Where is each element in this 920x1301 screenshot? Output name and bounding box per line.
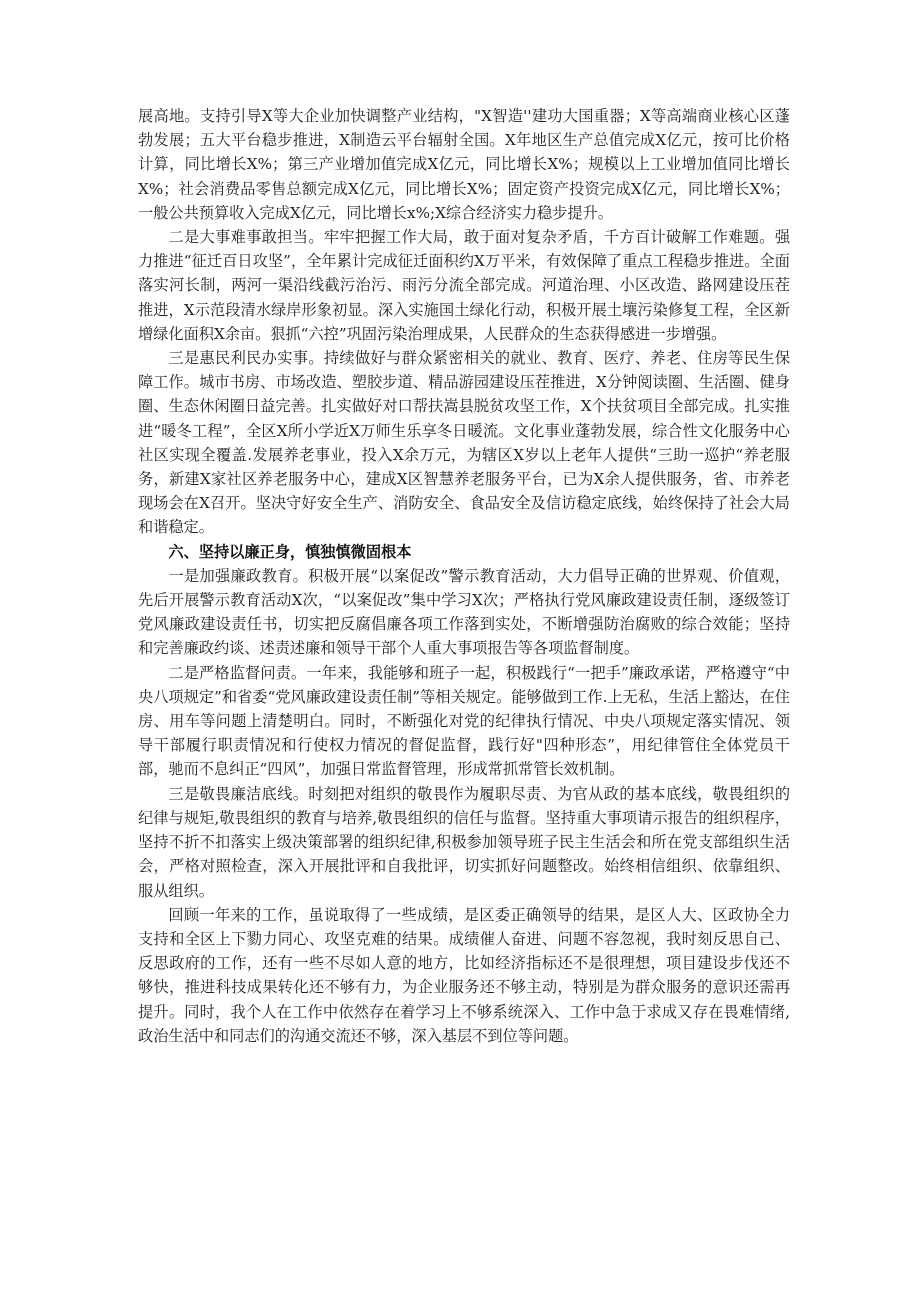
paragraph-livelihood: 三是惠民利民办实事。持续做好与群众紧密相关的就业、教育、医疗、养老、住房等民生保障工作。城市书房、市场改造、塑胶步道、精品游园建设压茬推进，X分钟阅读圈、生活圈、健身圈、生态休闲圈日益完善。扎实做好对口帮扶嵩县脱贫攻坚工作，X个扶贫项目全部完成。扎实推进“暖冬工程”，全区X所小学近X万师生乐享冬日暖流。文化事业蓬勃发展，综合性文化服务中心社区实现全覆盖.发展养老事业，投入X余万元，为辖区X岁以上老年人提供“三助一巡护“养老服务，新建X家社区养老服务中心，建成X区智慧养老服务平台，已为X余人提供服务，省、市养老现场会在X召开。坚决守好安全生产、消防安全、食品安全及信访稳定底线，始终保持了社会大局和谐稳定。 (138, 349, 790, 537)
paragraph-review: 回顾一年来的工作，虽说取得了一些成绩，是区委正确领导的结果，是区人大、区政协全力支持和全区上下勠力同心、攻坚克难的结果。成绩催人奋进、问题不容忽视，我时刻反思自己、反思政府的工作，还有一些不尽如人意的地方，比如经济指标还不是很理想，项目建设步伐还不够快，推进科技成果转化还不够有力，为企业服务还不够主动，特别是为群众服务的意识还需再提升。同时，我个人在工作中依然存在着学习上不够系统深入、工作中急于求成又存在畏难情绪,政治生活中和同志们的沟通交流还不够，深入基层不到位等问题。 (138, 905, 790, 1045)
paragraph-economy-continuation: 展高地。支持引导X等大企业加快调整产业结构，"X智造''建功大国重器；X等高端商业核心区蓬勃发展；五大平台稳步推进，X制造云平台辐射全国。X年地区生产总值完成X亿元，按可比价格计算，同比增长X%；第三产业增加值完成X亿元，同比增长X%；规模以上工业增加值同比增长X%；社会消费品零售总额完成X亿元，同比增长X%；固定资产投资完成X亿元，同比增长X%；一般公共预算收入完成X亿元，同比增长x%;X综合经济实力稳步提升。 (138, 107, 790, 222)
paragraph-integrity-education: 一是加强廉政教育。积极开展“以案促改”警示教育活动，大力倡导正确的世界观、价值观，先后开展警示教育活动X次，“以案促改”集中学习X次；严格执行党风廉政建设责任制，逐级签订党风廉政建设责任书，切实把反腐倡廉各项工作落到实处，不断增强防治腐败的综合效能；坚持和完善廉政约谈、述责述廉和领导干部个人重大事项报告等各项监督制度。 (138, 566, 790, 658)
paragraph-integrity-bottom-line: 三是敬畏廉洁底线。时刻把对组织的敬畏作为履职尽责、为官从政的基本底线，敬畏组织的纪律与规矩,敬畏组织的教育与培养,敬畏组织的信任与监督。坚持重大事项请示报告的组织程序，坚持不折不扣落实上级决策部署的组织纪律,积极参加领导班子民主生活会和所在党支部组织生活会，严格对照检查，深入开展批评和自我批评，切实抓好问题整改。始终相信组织、依靠组织、服从组织。 (138, 784, 790, 900)
paragraph-major-tasks: 二是大事难事敢担当。牢牢把握工作大局，敢于面对复杂矛盾，千方百计破解工作难题。强力推进“征迁百日攻坚”，全年累计完成征迁面积约X万平米，有效保障了重点工程稳步推进。全面落实河长制，两河一渠沿线截污治污、雨污分流全部完成。河道治理、小区改造、路网建设压茬推进，X示范段清水绿岸形象初显。深入实施国土绿化行动，积极开展土壤污染修复工程，全区新增绿化面积X余亩。狠抓“六控”巩固污染治理成果，人民群众的生态获得感进一步增强。 (138, 228, 790, 343)
paragraph-supervision: 二是严格监督问责。一年来，我能够和班子一起，积极践行“一把手”廉政承诺，严格遵守“中央八项规定”和省委“党风廉政建设责任制”等相关规定。能够做到工作.上无私，生活上豁达，在住房、用车等问题上清楚明白。同时，不断强化对党的纪律执行情况、中央八项规定落实情况、领导干部履行职责情况和行使权力情况的督促监督，践行好"四种形态”，用纪律管住全体党员干部，驰而不息纠正“四风”，加强日常监督管理，形成常抓常管长效机制。 (138, 663, 790, 779)
document-page (138, 104, 790, 1048)
section-heading-integrity: 六、坚持以廉正身，慎独慎微固根本 (168, 542, 412, 561)
